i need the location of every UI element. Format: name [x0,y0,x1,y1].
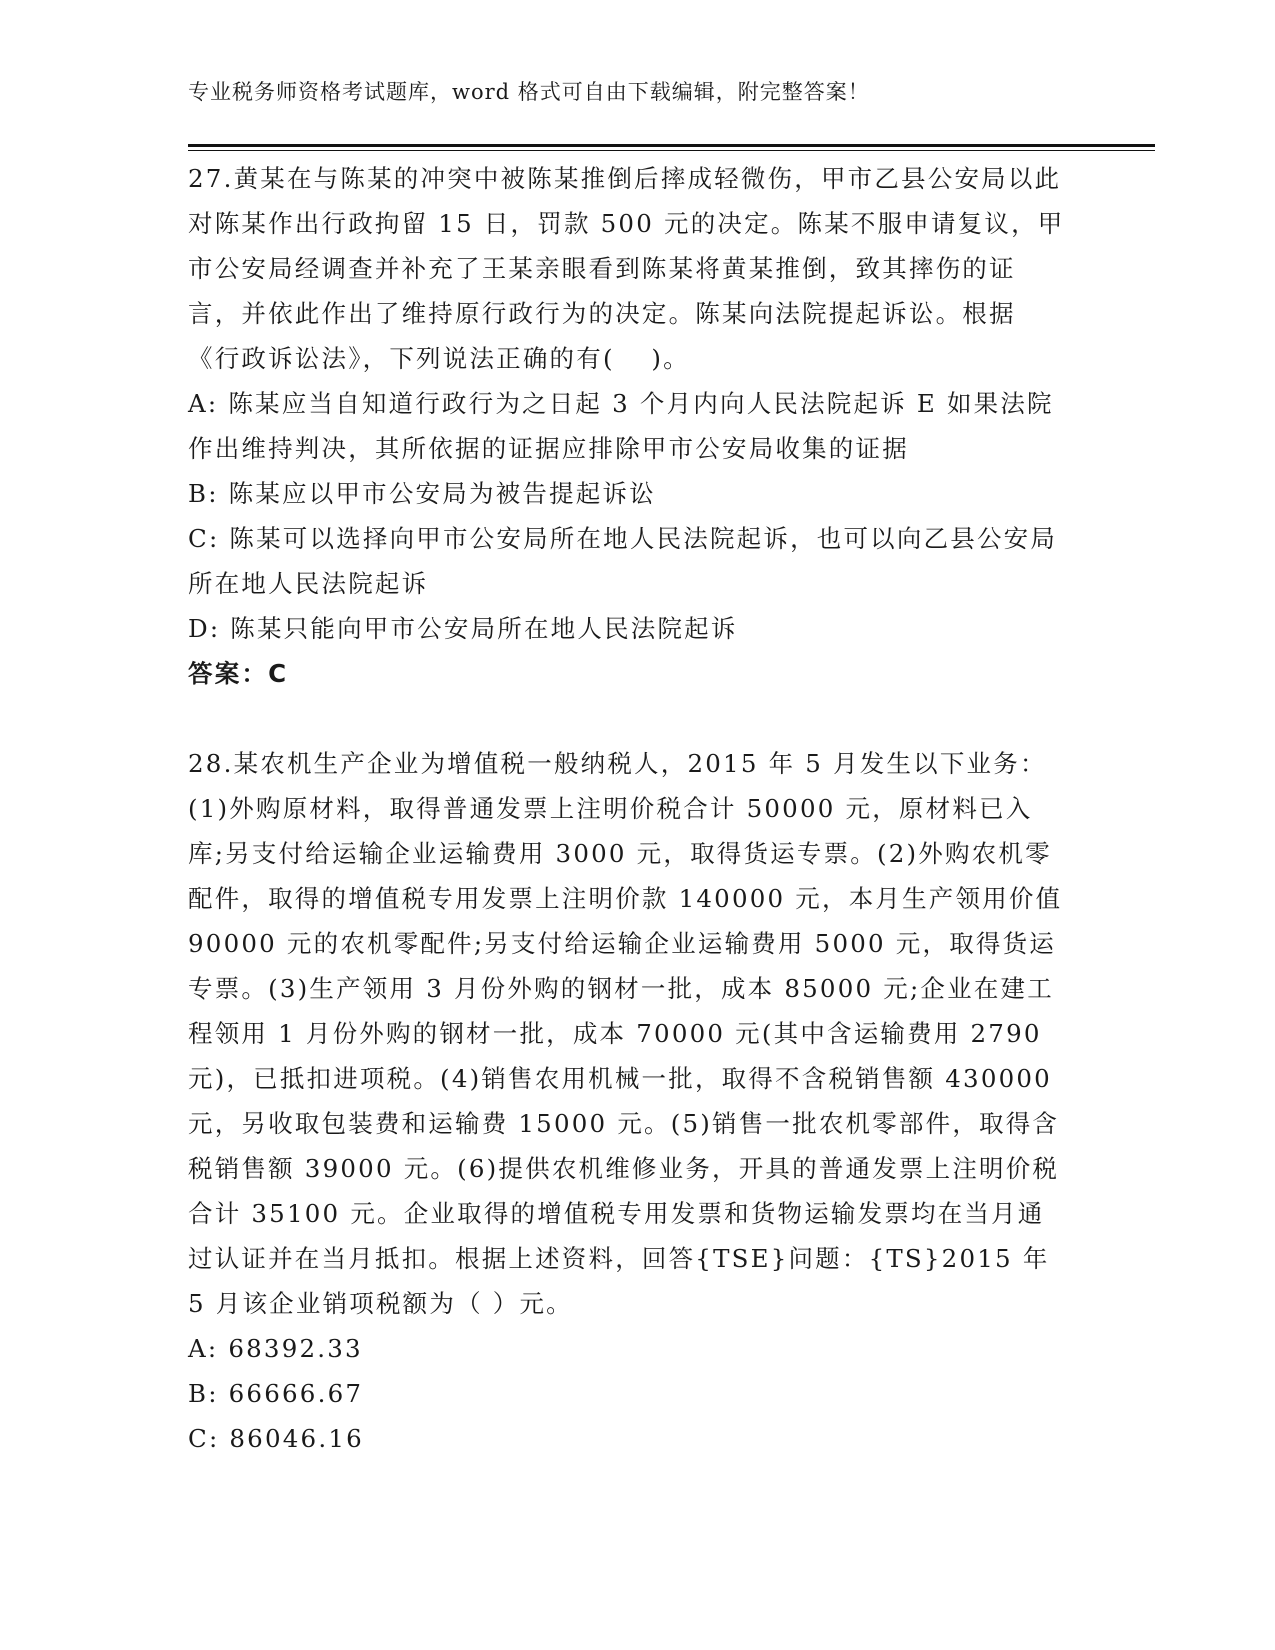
question-content [188,156,1068,1461]
question-stem: 27.黄某在与陈某的冲突中被陈某推倒后摔成轻微伤，甲市乙县公安局以此对陈某作出行政拘留 15 日，罚款 500 元的决定。陈某不服申请复议，甲市公安局经调查并补充了王某亲眼看到陈某将黄某推倒，致其摔伤的证言，并依此作出了维持原行政行为的决定。陈某向法院提起诉讼。根据《行政诉讼法》，下列说法正确的有( )。 [188,164,1065,373]
option-d: D: 陈某只能向甲市公安局所在地人民法院起诉 [188,614,738,643]
option-c: C: 陈某可以选择向甲市公安局所在地人民法院起诉，也可以向乙县公安局所在地人民法院起诉 [188,524,1058,598]
option-c: C: 86046.16 [188,1424,364,1453]
page-header: 专业税务师资格考试题库，word 格式可自由下载编辑，附完整答案！ [188,80,870,104]
answer: 答案：C [188,659,289,688]
option-b: B: 陈某应以甲市公安局为被告提起诉讼 [188,479,656,508]
header-rule-thick [188,144,1155,147]
header-rule-thin [188,150,1155,151]
question-spacer [188,696,1068,741]
option-a: A: 陈某应当自知道行政行为之日起 3 个月内向人民法院起诉 E 如果法院作出维持判决，其所依据的证据应排除甲市公安局收集的证据 [188,389,1054,463]
question-28 [188,741,1068,1461]
question-stem: 28.某农机生产企业为增值税一般纳税人，2015 年 5 月发生以下业务：(1)外购原材料，取得普通发票上注明价税合计 50000 元，原材料已入库;另支付给运输企业运输费用 3000 元，取得货运专票。(2)外购农机零配件，取得的增值税专用发票上注明价款 140000 元，本月生产领用价值 90000 元的农机零配件;另支付给运输企业运输费用 5000 元，取得货运专票。(3)生产领用 3 月份外购的钢材一批，成本 85000 元;企业在建工程领用 1 月份外购的钢材一批，成本 70000 元(其中含运输费用 2790 元)，已抵扣进项税。(4)销售农用机械一批，取得不含税销售额 430000 元，另收取包装费和运输费 15000 元。(5)销售一批农机零部件，取得含税销售额 39000 元。(6)提供农机维修业务，开具的普通发票上注明价税合计 35100 元。企业取得的增值税专用发票和货物运输发票均在当月通过认证并在当月抵扣。根据上述资料，回答{TSE}问题：{TS}2015 年 5 月该企业销项税额为（ ）元。 [188,749,1063,1318]
option-a: A: 68392.33 [188,1334,363,1363]
option-b: B: 66666.67 [188,1379,364,1408]
question-27 [188,156,1068,696]
